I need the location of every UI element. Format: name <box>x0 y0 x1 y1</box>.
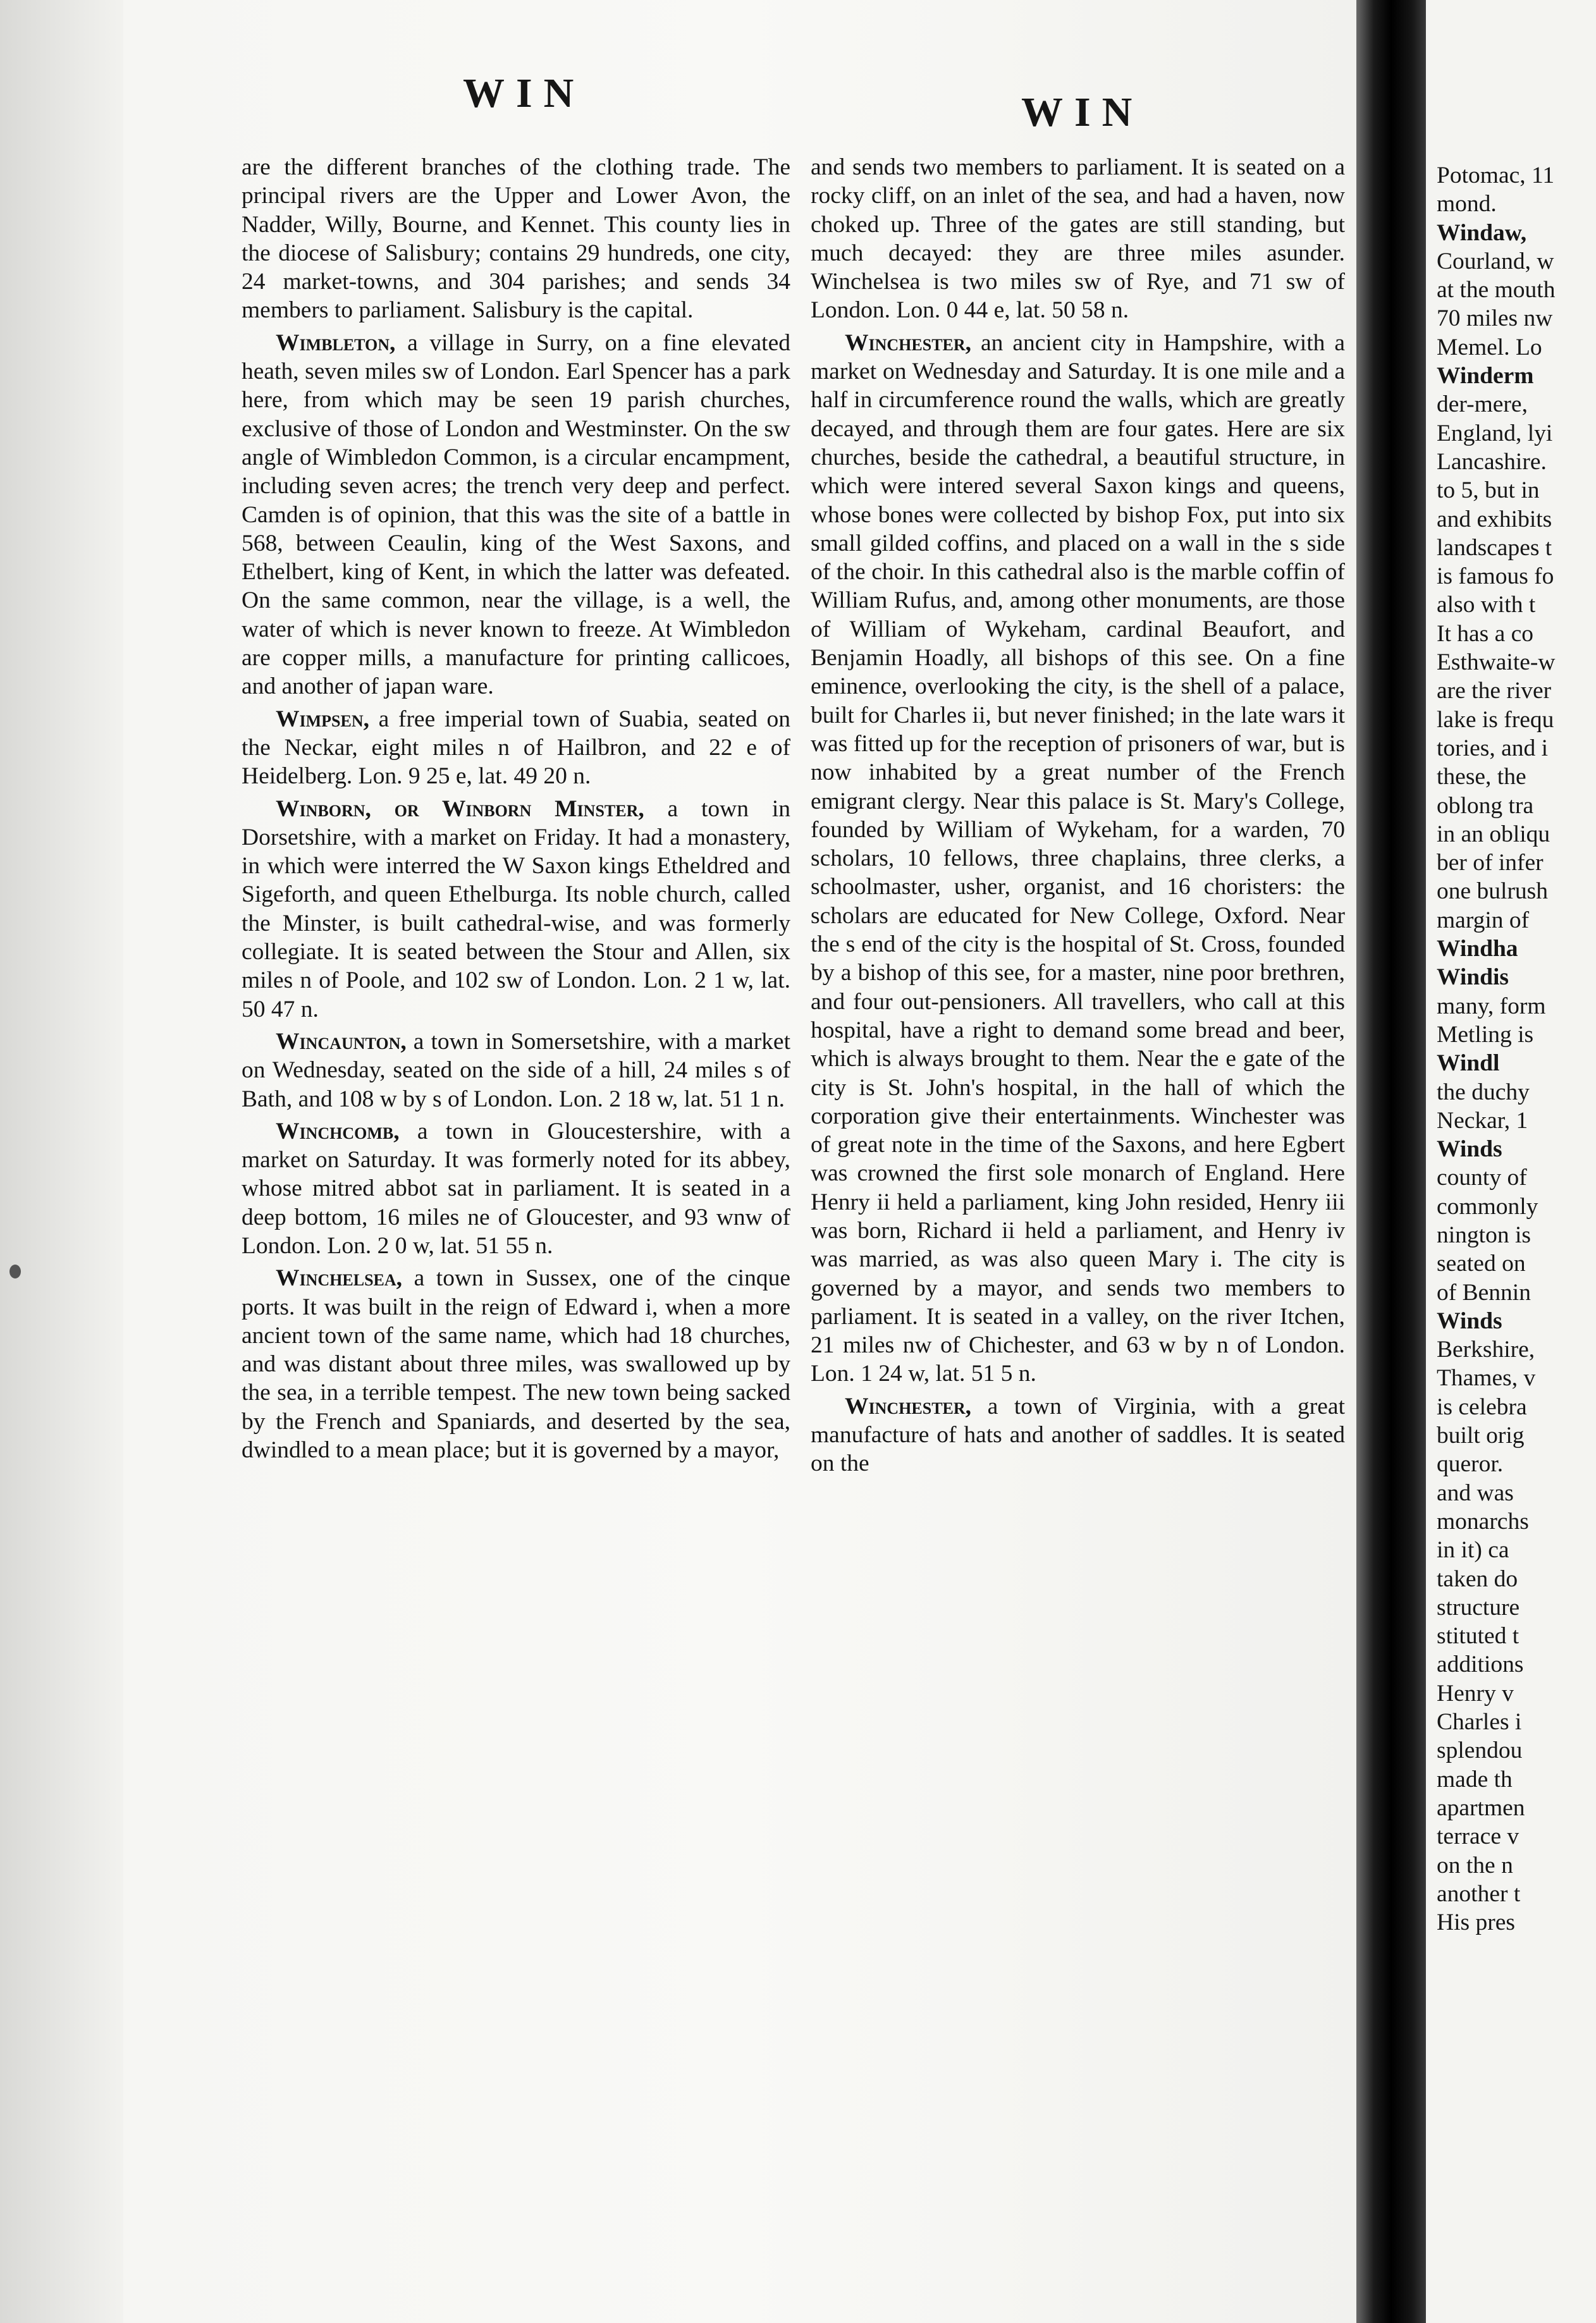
column-2 <box>811 153 1345 1478</box>
partial-line: England, lyi <box>1437 420 1553 446</box>
entry-headword: Winchester, <box>845 1393 972 1419</box>
partial-line: lake is frequ <box>1437 706 1554 733</box>
partial-line: on the n <box>1437 1852 1513 1879</box>
column-3-partial <box>1437 161 1596 1937</box>
partial-line: structure <box>1437 1594 1520 1621</box>
partial-line: Berkshire, <box>1437 1337 1535 1363</box>
partial-line: nington is <box>1437 1222 1531 1248</box>
partial-line: queror. <box>1437 1451 1504 1478</box>
entry-headword: Winborn, or Winborn Minster, <box>276 795 644 822</box>
entry-paragraph: Wincaunton, a town in Somersetshire, with a market on Wednesday, seated on the side of a hill, 24 miles s of Bath, and 108 w by s of London. Lon. 2 18 w, lat. 51 1 n. <box>242 1028 790 1112</box>
partial-line: Esthwaite-w <box>1437 649 1556 676</box>
entry-paragraph: Winchester, an ancient city in Hampshire, with a market on Wednesday and Saturday. It is one mile and a half in circumference round the walls, which are greatly decayed, and through them are four gates. Here are six churches, beside the cathedral, a beautiful structure, in which were intered several Saxon kings and queens, whose bones were collected by bishop Fox, put into six small gilded coffins, and placed on a wall in the s side of the choir. In this cathedral also is the marble coffin of William Rufus, and, among other monuments, are those of William of Wykeham, cardinal Beaufort, and Benjamin Hoadly, all bishops of this see. On a fine eminence, overlooking the city, is the shell of a palace, built for Charles ii, but never finished; in the late wars it was fitted up for the reception of prisoners of war, but is now inhabited by a great number of the French emigrant clergy. Near this palace is St. Mary's College, founded by William of Wykeham, for a warden, 70 scholars, 10 fellows, three chaplains, three clerks, a schoolmaster, usher, organist, and 16 choristers: the scholars are educated for New College, Oxford. Near the s end of the city is the hospital of St. Cross, founded by a bishop of this see, for a master, nine poor brethren, and four out-pensioners. All travellers, who call at this hospital, have a right to demand some bread and beer, which is always brought to them. Near the e gate of the city is St. John's hospital, in the hall of which the corporation give their entertainments. Winchester was of great note in the time of the Saxons, and here Egbert was crowned the first sole monarch of England. Here Henry ii held a parliament, king John resided, Henry iii was born, Richard ii held a parliament, and Henry iv was married, as was also queen Mary i. The city is governed by a mayor, and sends two members to parliament. It is seated in a valley, on the river Itchen, 21 miles nw of Chichester, and 63 w by n of London. Lon. 1 24 w, lat. 51 5 n. <box>811 329 1345 1387</box>
entry-paragraph: Wimpsen, a free imperial town of Suabia, seated on the Neckar, eight miles n of Hailbron, and 22 e of Heidelberg. Lon. 9 25 e, lat. 49 20 n. <box>242 706 790 790</box>
entry-headword: Wimbleton, <box>276 329 396 356</box>
partial-line: Winds <box>1437 1136 1502 1163</box>
partial-line: Windl <box>1437 1050 1500 1077</box>
partial-line: in it) ca <box>1437 1537 1509 1564</box>
partial-line: Windha <box>1437 936 1518 962</box>
partial-line: Thames, v <box>1437 1365 1536 1392</box>
partial-line: commonly <box>1437 1193 1538 1220</box>
partial-line: many, form <box>1437 993 1546 1019</box>
partial-line: landscapes t <box>1437 534 1552 561</box>
left-running-head: WIN <box>463 70 586 116</box>
partial-line: these, the <box>1437 764 1526 790</box>
partial-line: taken do <box>1437 1566 1518 1592</box>
partial-line: ber of infer <box>1437 850 1544 876</box>
partial-line: the duchy <box>1437 1079 1530 1105</box>
partial-line: Potomac, 11 <box>1437 162 1555 188</box>
partial-line: splendou <box>1437 1738 1523 1764</box>
partial-line: also with t <box>1437 592 1536 618</box>
scan-speck <box>9 1265 21 1278</box>
entry-paragraph: Wimbleton, a village in Surry, on a fine elevated heath, seven miles sw of London. Earl Spencer has a park here, from which may be seen 19 parish churches, exclusive of those of London and Westminster. On the sw angle of Wimbledon Common, is a circular encampment, including seven acres; the trench very deep and perfect. Camden is of opinion, that this was the site of a battle in 568, between Ceaulin, king of the West Saxons, and Ethelbert, king of Kent, in which the latter was defeated. On the same common, near the village, is a well, the water of which is never known to freeze. At Wimbledon are copper mills, a manufacture for printing callicoes, and another of japan ware. <box>242 329 790 700</box>
partial-line: one bulrush <box>1437 878 1549 905</box>
partial-line: made th <box>1437 1766 1513 1793</box>
entry-paragraph: Winborn, or Winborn Minster, a town in Dorsetshire, with a market on Friday. It had a monastery, in which were interred the W Saxon kings Etheldred and Sigeforth, and queen Ethelburga. Its noble church, called the Minster, is built cathedral-wise, and was formerly collegiate. It is seated between the Stour and Allen, six miles n of Poole, and 102 sw of London. Lon. 2 1 w, lat. 50 47 n. <box>242 795 790 1022</box>
partial-line: another t <box>1437 1880 1521 1907</box>
entry-headword: Wincaunton, <box>276 1028 407 1055</box>
partial-line: His pres <box>1437 1909 1515 1936</box>
partial-line: at the mouth <box>1437 277 1556 303</box>
partial-line: Charles i <box>1437 1709 1522 1736</box>
partial-line: monarchs <box>1437 1508 1529 1535</box>
partial-line: mond. <box>1437 191 1497 218</box>
entry-paragraph: Winchelsea, a town in Sussex, one of the cinque ports. It was built in the reign of Edward i, when a more ancient town of the same name, which had 18 churches, and was distant about three miles, was swallowed up by the sea, in a terrible tempest. The new town being sacked by the French and Spaniards, and deserted by the sea, dwindled to a mean place; but it is governed by a mayor, <box>242 1265 790 1464</box>
entry-headword: Winchester, <box>845 329 972 356</box>
partial-line: oblong tra <box>1437 792 1534 819</box>
partial-line: stituted t <box>1437 1623 1519 1650</box>
partial-line: Winds <box>1437 1308 1502 1334</box>
partial-line: It has a co <box>1437 620 1534 647</box>
partial-line: der-mere, <box>1437 391 1528 418</box>
partial-line: and exhibits <box>1437 506 1552 532</box>
entry-paragraph: and sends two members to parliament. It is seated on a rocky cliff, on an inlet of the sea, and had a haven, now choked up. Three of the gates are still standing, but much decayed: they are three miles asunder. Winchelsea is two miles sw of Rye, and 71 sw of London. Lon. 0 44 e, lat. 50 58 n. <box>811 154 1345 324</box>
entry-paragraph: Winchcomb, a town in Gloucestershire, with a market on Saturday. It was formerly noted for its abbey, whose mitred abbot sat in parliament. It is seated in a deep bottom, 16 miles ne of Gloucester, and 93 wnw of London. Lon. 2 0 w, lat. 51 55 n. <box>242 1118 790 1259</box>
partial-line: margin of <box>1437 907 1530 933</box>
partial-line: is famous fo <box>1437 563 1554 590</box>
partial-line: built orig <box>1437 1423 1525 1449</box>
partial-line: tories, and i <box>1437 735 1549 761</box>
partial-line: Lancashire. <box>1437 448 1547 475</box>
entry-paragraph: Winchester, a town of Virginia, with a great manufacture of hats and another of saddles. It is seated on the <box>811 1393 1345 1477</box>
partial-line: are the river <box>1437 678 1552 704</box>
entry-paragraph: are the different branches of the clothing trade. The principal rivers are the Upper and Lower Avon, the Nadder, Willy, Bourne, and Kennet. This county lies in the diocese of Salisbury; contains 29 hundreds, one city, 24 market-towns, and 304 parishes; and sends 34 members to parliament. Salisbury is the capital. <box>242 154 790 324</box>
partial-line: Neckar, 1 <box>1437 1107 1528 1134</box>
partial-line: in an obliqu <box>1437 821 1550 847</box>
entry-headword: Winchelsea, <box>276 1265 403 1292</box>
partial-line: Henry v <box>1437 1680 1514 1707</box>
partial-line: Memel. Lo <box>1437 334 1542 360</box>
right-running-head: WIN <box>1021 89 1144 135</box>
partial-line: Winderm <box>1437 363 1534 389</box>
column-1 <box>242 153 790 1464</box>
partial-line: additions <box>1437 1652 1524 1678</box>
partial-line: Courland, w <box>1437 248 1554 274</box>
partial-line: seated on <box>1437 1251 1526 1277</box>
partial-line: to 5, but in <box>1437 477 1540 504</box>
entry-headword: Winchcomb, <box>276 1118 400 1144</box>
partial-line: is celebra <box>1437 1394 1527 1420</box>
partial-line: Windis <box>1437 964 1509 991</box>
partial-line: Metling is <box>1437 1021 1534 1048</box>
partial-line: county of <box>1437 1165 1527 1191</box>
entry-headword: Wimpsen, <box>276 706 369 732</box>
scan-left-margin <box>0 0 123 2323</box>
partial-line: of Bennin <box>1437 1279 1531 1306</box>
partial-line: Windaw, <box>1437 219 1527 246</box>
partial-line: apartmen <box>1437 1794 1525 1821</box>
partial-line: and was <box>1437 1480 1514 1506</box>
book-gutter <box>1356 0 1426 2323</box>
partial-line: 70 miles nw <box>1437 305 1553 332</box>
partial-line: terrace v <box>1437 1823 1519 1850</box>
